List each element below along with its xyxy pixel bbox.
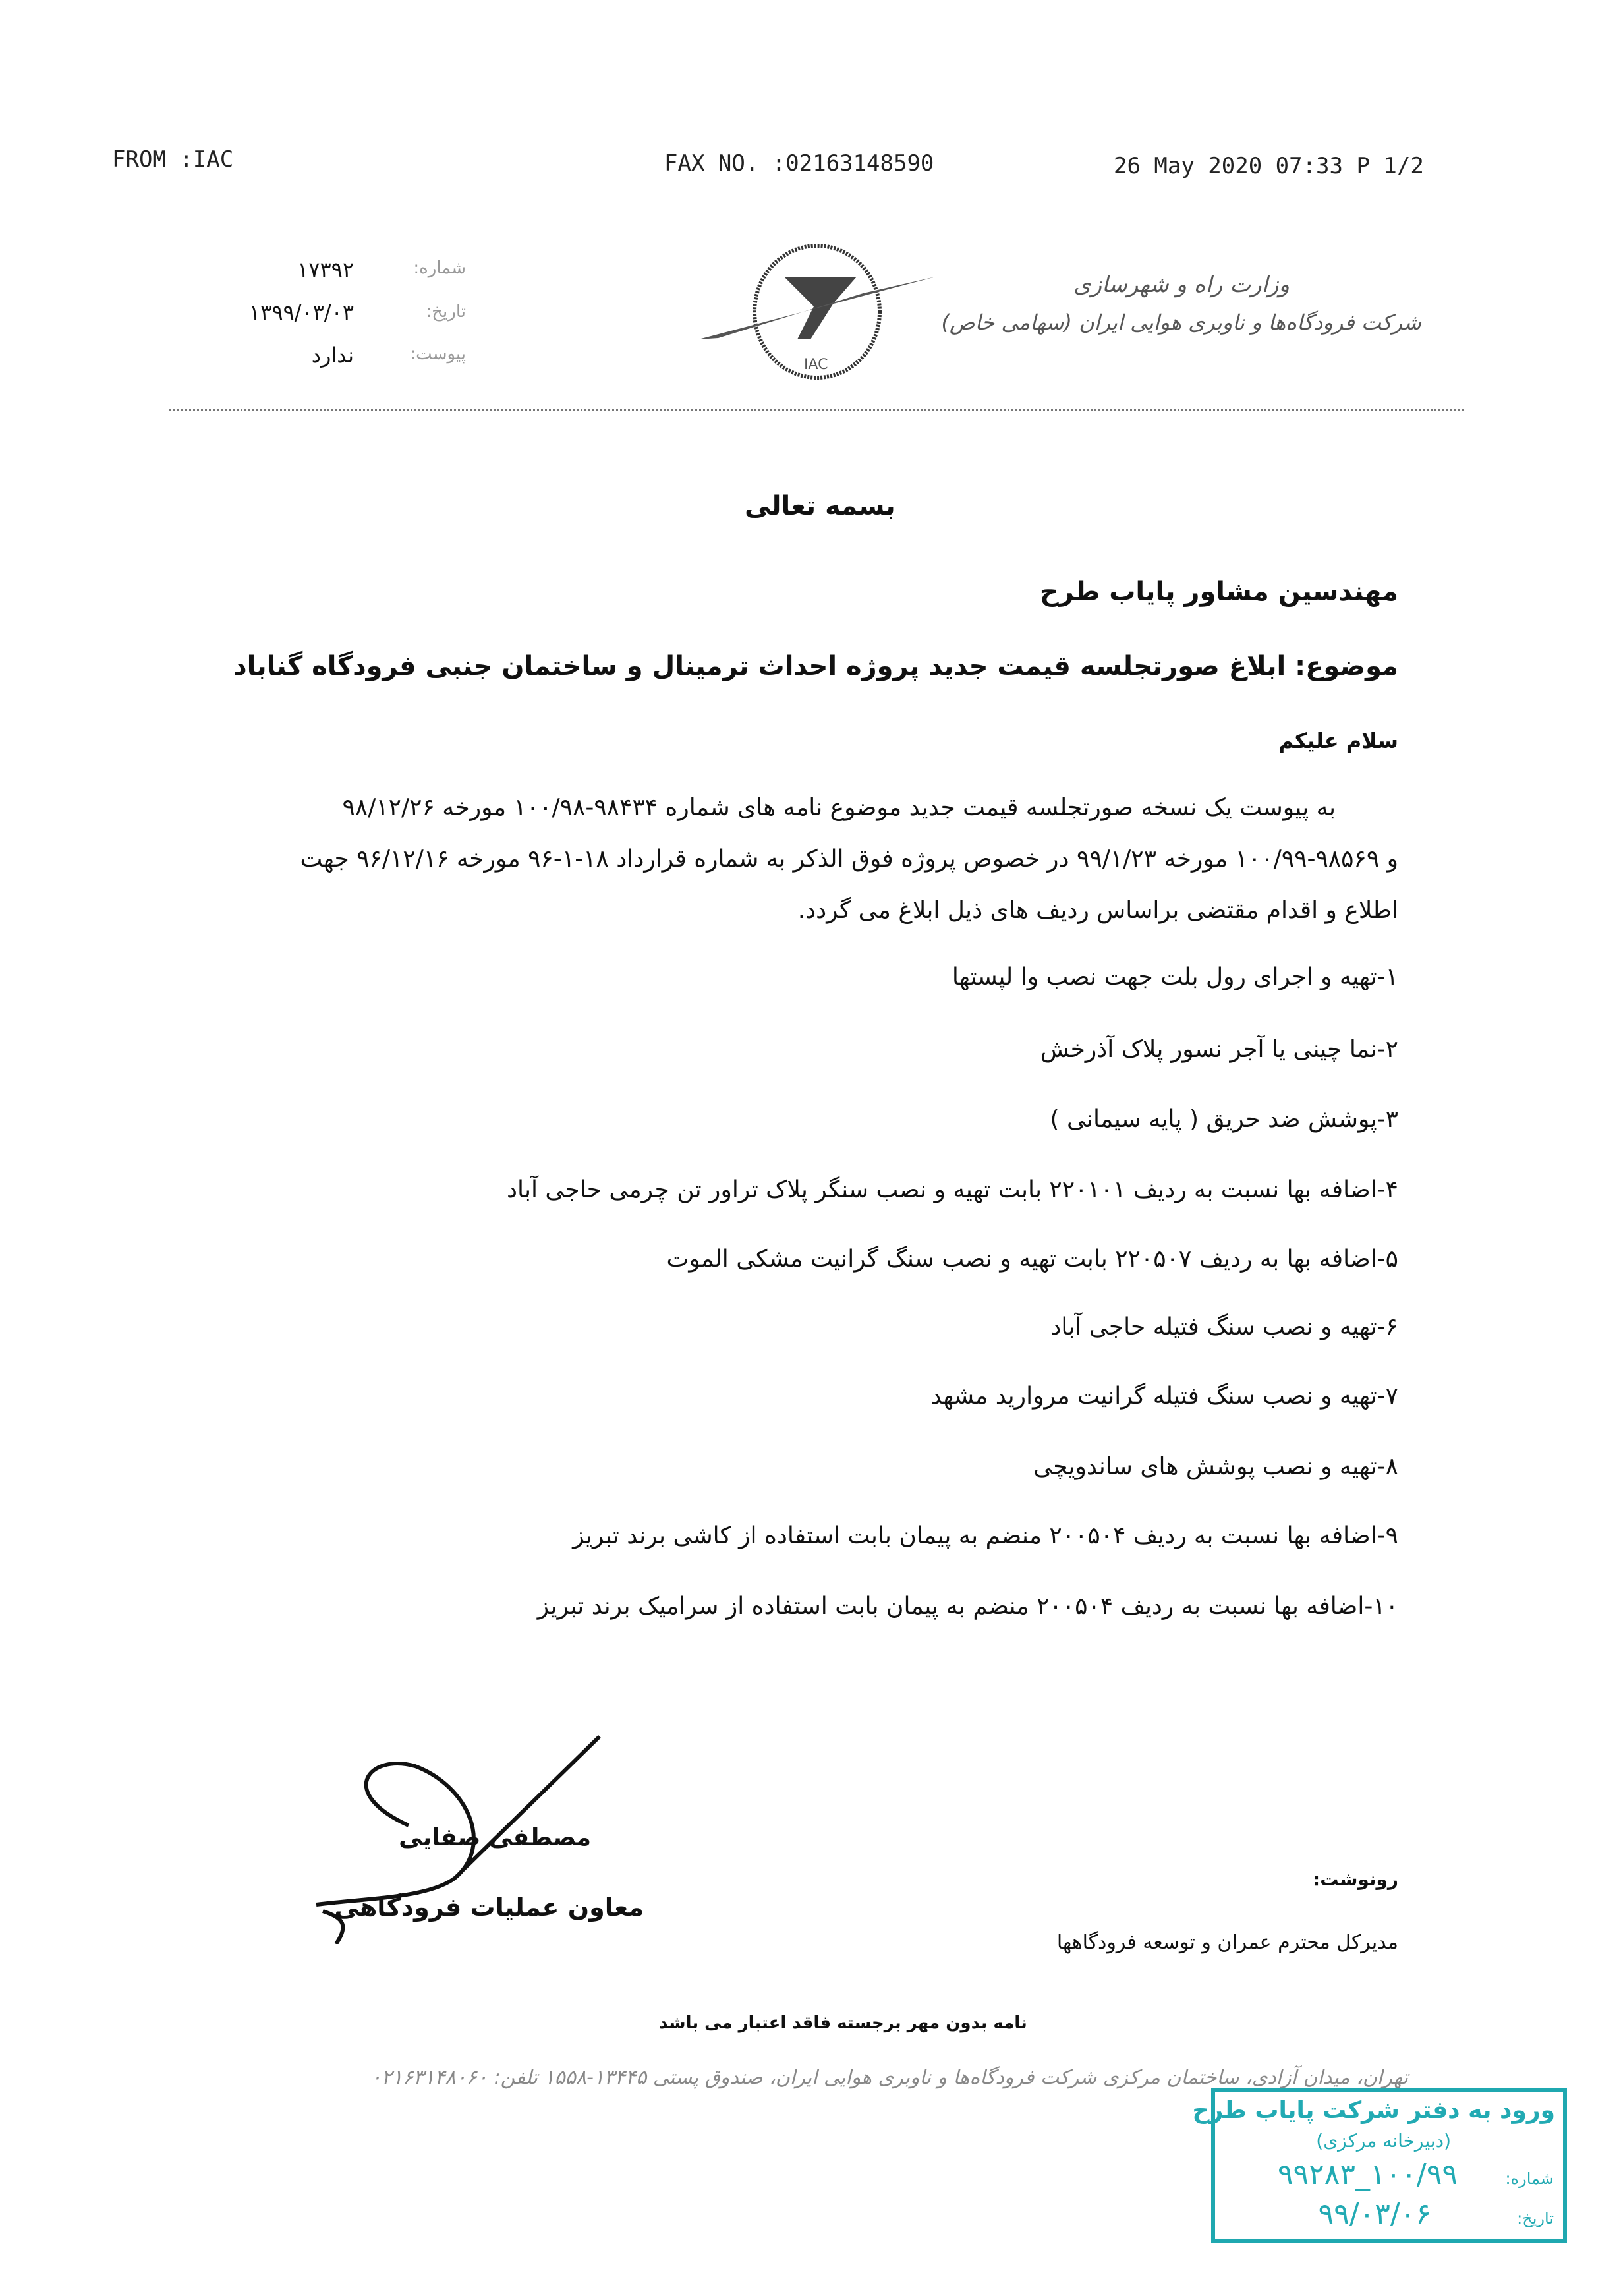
stamp-subtitle: (دبیرخانه مرکزی) [1316,2130,1451,2152]
signer-name: مصطفی صفایی [399,1824,591,1851]
stamp-title: ورود به دفتر شرکت پایاب طرح [1192,2097,1555,2124]
letter-date-label: تاریخ: [426,302,466,322]
fax-from: FROM :IAC [112,146,234,173]
letter-attachment: ندارد [311,343,354,368]
letter-number-label: شماره: [413,258,466,278]
paragraph-line: و ۹۸۵۶۹-۱۰۰/۹۹ مورخه ۹۹/۱/۲۳ در خصوص پروژه فوق الذکر به شماره قرارداد ۱۸-۱-۹۶ مورخه ۹۶/۱۲/۱۶ جهت [300,846,1398,873]
list-item: ۲-نما چینی یا آجر نسور پلاک آذرخش [1040,1036,1398,1063]
salutation: سلام علیکم [1278,728,1398,753]
paragraph-line: به پیوست یک نسخه صورتجلسه قیمت جدید موضوع نامه های شماره ۹۸۴۳۴-۱۰۰/۹۸ مورخه ۹۸/۱۲/۲۶ [342,794,1336,821]
list-item: ۸-تهیه و نصب پوشش های ساندویچی [1033,1453,1398,1480]
header-divider [169,409,1464,411]
letter-attachment-label: پیوست: [410,344,466,364]
ministry-name: وزارت راه و شهرسازی [1073,272,1290,298]
seal-notice: نامه بدون مهر برجسته فاقد اعتبار می باشد [659,2013,1027,2033]
invocation: بسمه تعالی [745,491,895,521]
organization-logo [692,241,942,382]
list-item: ۱۰-اضافه بها نسبت به ردیف ۲۰۰۵۰۴ منضم به پیمان بابت استفاده از سرامیک برند تبریز [537,1593,1398,1620]
list-item: ۱-تهیه و اجرای رول بلت جهت نصب وا لپستها [952,963,1398,990]
list-item: ۴-اضافه بها نسبت به ردیف ۲۲۰۱۰۱ بابت تهیه و نصب سنگر پلاک تراور تن چرمی حاجی آباد [506,1176,1398,1203]
letter-date: ۱۳۹۹/۰۳/۰۳ [248,300,354,325]
signer-title: معاون عملیات فرودگاهی [334,1893,644,1922]
footer-address: تهران، میدان آزادی، ساختمان مرکزی شرکت فرودگاه‌ها و ناوبری هوایی ایران، صندوق پستی ۱۳۴۴۵-۱۵۵۸ تلفن: ۰۲۱۶۳۱۴۸۰۶۰ [370,2066,1408,2089]
list-item: ۷-تهیه و نصب سنگ فتیله گرانیت مروارید مشهد [930,1383,1398,1410]
list-item: ۳-پوشش ضد حریق ( پایه سیمانی ) [1050,1106,1398,1133]
stamp-number-label: شماره: [1505,2169,1554,2188]
stamp-date: ۹۹/۰۳/۰۶ [1318,2197,1431,2231]
paragraph-line: اطلاع و اقدام مقتضی براساس ردیف های ذیل ابلاغ می گردد. [797,897,1398,924]
copy-recipient: مدیرکل محترم عمران و توسعه فرودگاهها [1056,1931,1398,1954]
addressee: مهندسین مشاور پایاب طرح [1039,577,1398,607]
stamp-number: ۱۰۰/۹۹_۹۹۲۸۳ [1277,2158,1458,2191]
list-item: ۶-تهیه و نصب سنگ فتیله حاجی آباد [1050,1313,1398,1340]
subject: موضوع: ابلاغ صورتجلسه قیمت جدید پروژه احداث ترمینال و ساختمان جنبی فرودگاه گناباد [233,651,1398,681]
company-name: شرکت فرودگاه‌ها و ناوبری هوایی ایران (سهامی خاص) [941,310,1421,335]
received-stamp [1192,2088,1567,2243]
fax-number: FAX NO. :02163148590 [664,150,934,177]
list-item: ۹-اضافه بها نسبت به ردیف ۲۰۰۵۰۴ منضم به پیمان بابت استفاده از کاشی برند تبریز [573,1522,1398,1549]
fax-datetime: 26 May 2020 07:33 P 1/2 [1114,153,1424,179]
stamp-date-label: تاریخ: [1517,2209,1554,2227]
list-item: ۵-اضافه بها به ردیف ۲۲۰۵۰۷ بابت تهیه و نصب سنگ گرانیت مشکی الموت [666,1246,1398,1273]
copy-label: رونوشت: [1313,1868,1398,1890]
letter-number: ۱۷۳۹۲ [297,257,354,282]
logo-letters: IAC [804,357,828,373]
